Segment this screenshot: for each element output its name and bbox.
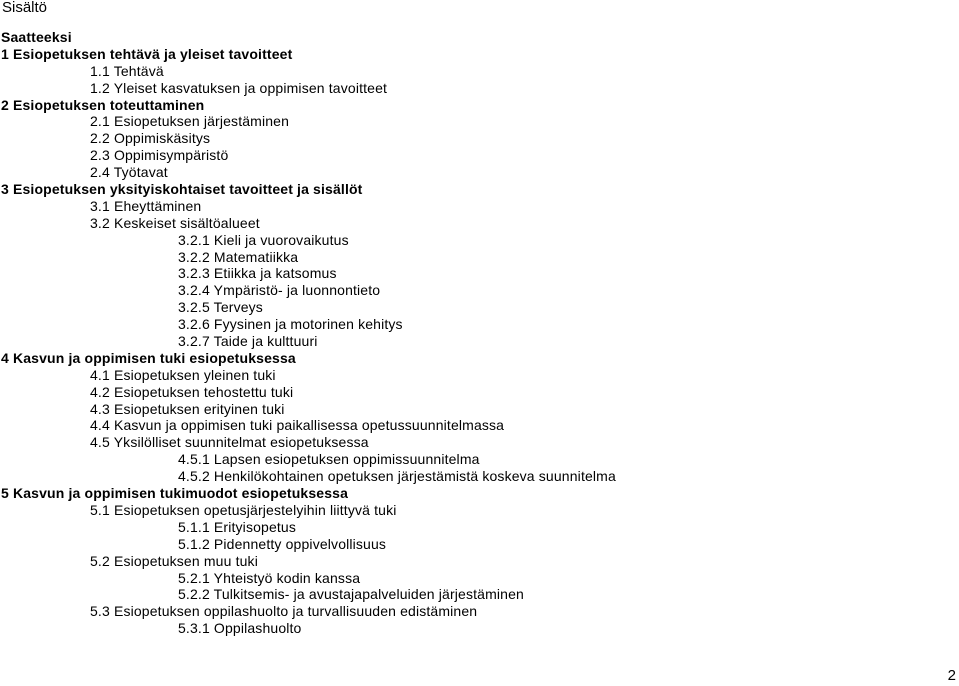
toc-entry: 4.4 Kasvun ja oppimisen tuki paikallisessa opetussuunnitelmassa bbox=[90, 417, 505, 434]
table-of-contents bbox=[1, 29, 616, 637]
toc-entry: 4 Kasvun ja oppimisen tuki esiopetuksessa bbox=[1, 349, 296, 366]
toc-entry: 3.2.4 Ympäristö- ja luonnontieto bbox=[178, 282, 381, 299]
toc-entry: 3.1 Eheyttäminen bbox=[90, 197, 202, 214]
toc-entry: 5.1.1 Erityisopetus bbox=[178, 518, 297, 535]
toc-entry: 1.1 Tehtävä bbox=[90, 62, 164, 79]
toc-entry: 4.1 Esiopetuksen yleinen tuki bbox=[90, 366, 276, 383]
toc-entry: 3.2.2 Matematiikka bbox=[178, 248, 299, 265]
toc-entry: 5.3.1 Oppilashuolto bbox=[178, 620, 302, 637]
toc-entry: 5.1.2 Pidennetty oppivelvollisuus bbox=[178, 535, 387, 552]
toc-entry: 5 Kasvun ja oppimisen tukimuodot esiopetuksessa bbox=[1, 485, 349, 502]
toc-entry: 4.5.2 Henkilökohtainen opetuksen järjestämistä koskeva suunnitelma bbox=[178, 468, 616, 485]
toc-entry: Saatteeksi bbox=[1, 29, 72, 45]
toc-entry: 3.2 Keskeiset sisältöalueet bbox=[90, 214, 260, 231]
toc-entry: 3.2.7 Taide ja kulttuuri bbox=[178, 333, 318, 350]
toc-entry: 3 Esiopetuksen yksityiskohtaiset tavoitteet ja sisällöt bbox=[1, 181, 363, 198]
toc-entry: 4.5 Yksilölliset suunnitelmat esiopetuksessa bbox=[90, 434, 369, 451]
toc-entry: 4.2 Esiopetuksen tehostettu tuki bbox=[90, 383, 294, 400]
toc-entry: 4.3 Esiopetuksen erityinen tuki bbox=[90, 400, 285, 417]
toc-entry: 5.3 Esiopetuksen oppilashuolto ja turvallisuuden edistäminen bbox=[90, 603, 478, 620]
toc-entry: 2.2 Oppimiskäsitys bbox=[90, 130, 211, 147]
toc-entry: 5.2.1 Yhteistyö kodin kanssa bbox=[178, 569, 361, 586]
toc-entry: 2.1 Esiopetuksen järjestäminen bbox=[90, 113, 290, 130]
page-title: Sisältö bbox=[2, 0, 48, 16]
toc-entry: 4.5.1 Lapsen esiopetuksen oppimissuunnitelma bbox=[178, 451, 480, 468]
page-number: 2 bbox=[947, 667, 956, 684]
toc-entry: 3.2.1 Kieli ja vuorovaikutus bbox=[178, 231, 349, 248]
toc-entry: 5.2.2 Tulkitsemis- ja avustajapalveluiden järjestäminen bbox=[178, 586, 524, 603]
toc-entry: 2.3 Oppimisympäristö bbox=[90, 147, 229, 164]
toc-entry: 2.4 Työtavat bbox=[90, 164, 168, 181]
toc-entry: 5.2 Esiopetuksen muu tuki bbox=[90, 552, 258, 569]
toc-entry: 1.2 Yleiset kasvatuksen ja oppimisen tavoitteet bbox=[90, 79, 388, 96]
toc-entry: 3.2.5 Terveys bbox=[178, 299, 263, 316]
toc-entry: 5.1 Esiopetuksen opetusjärjestelyihin liittyvä tuki bbox=[90, 501, 397, 518]
toc-entry: 1 Esiopetuksen tehtävä ja yleiset tavoitteet bbox=[1, 45, 293, 62]
toc-entry: 3.2.6 Fyysinen ja motorinen kehitys bbox=[178, 316, 403, 333]
toc-entry: 3.2.3 Etiikka ja katsomus bbox=[178, 265, 337, 282]
toc-entry: 2 Esiopetuksen toteuttaminen bbox=[1, 96, 205, 113]
